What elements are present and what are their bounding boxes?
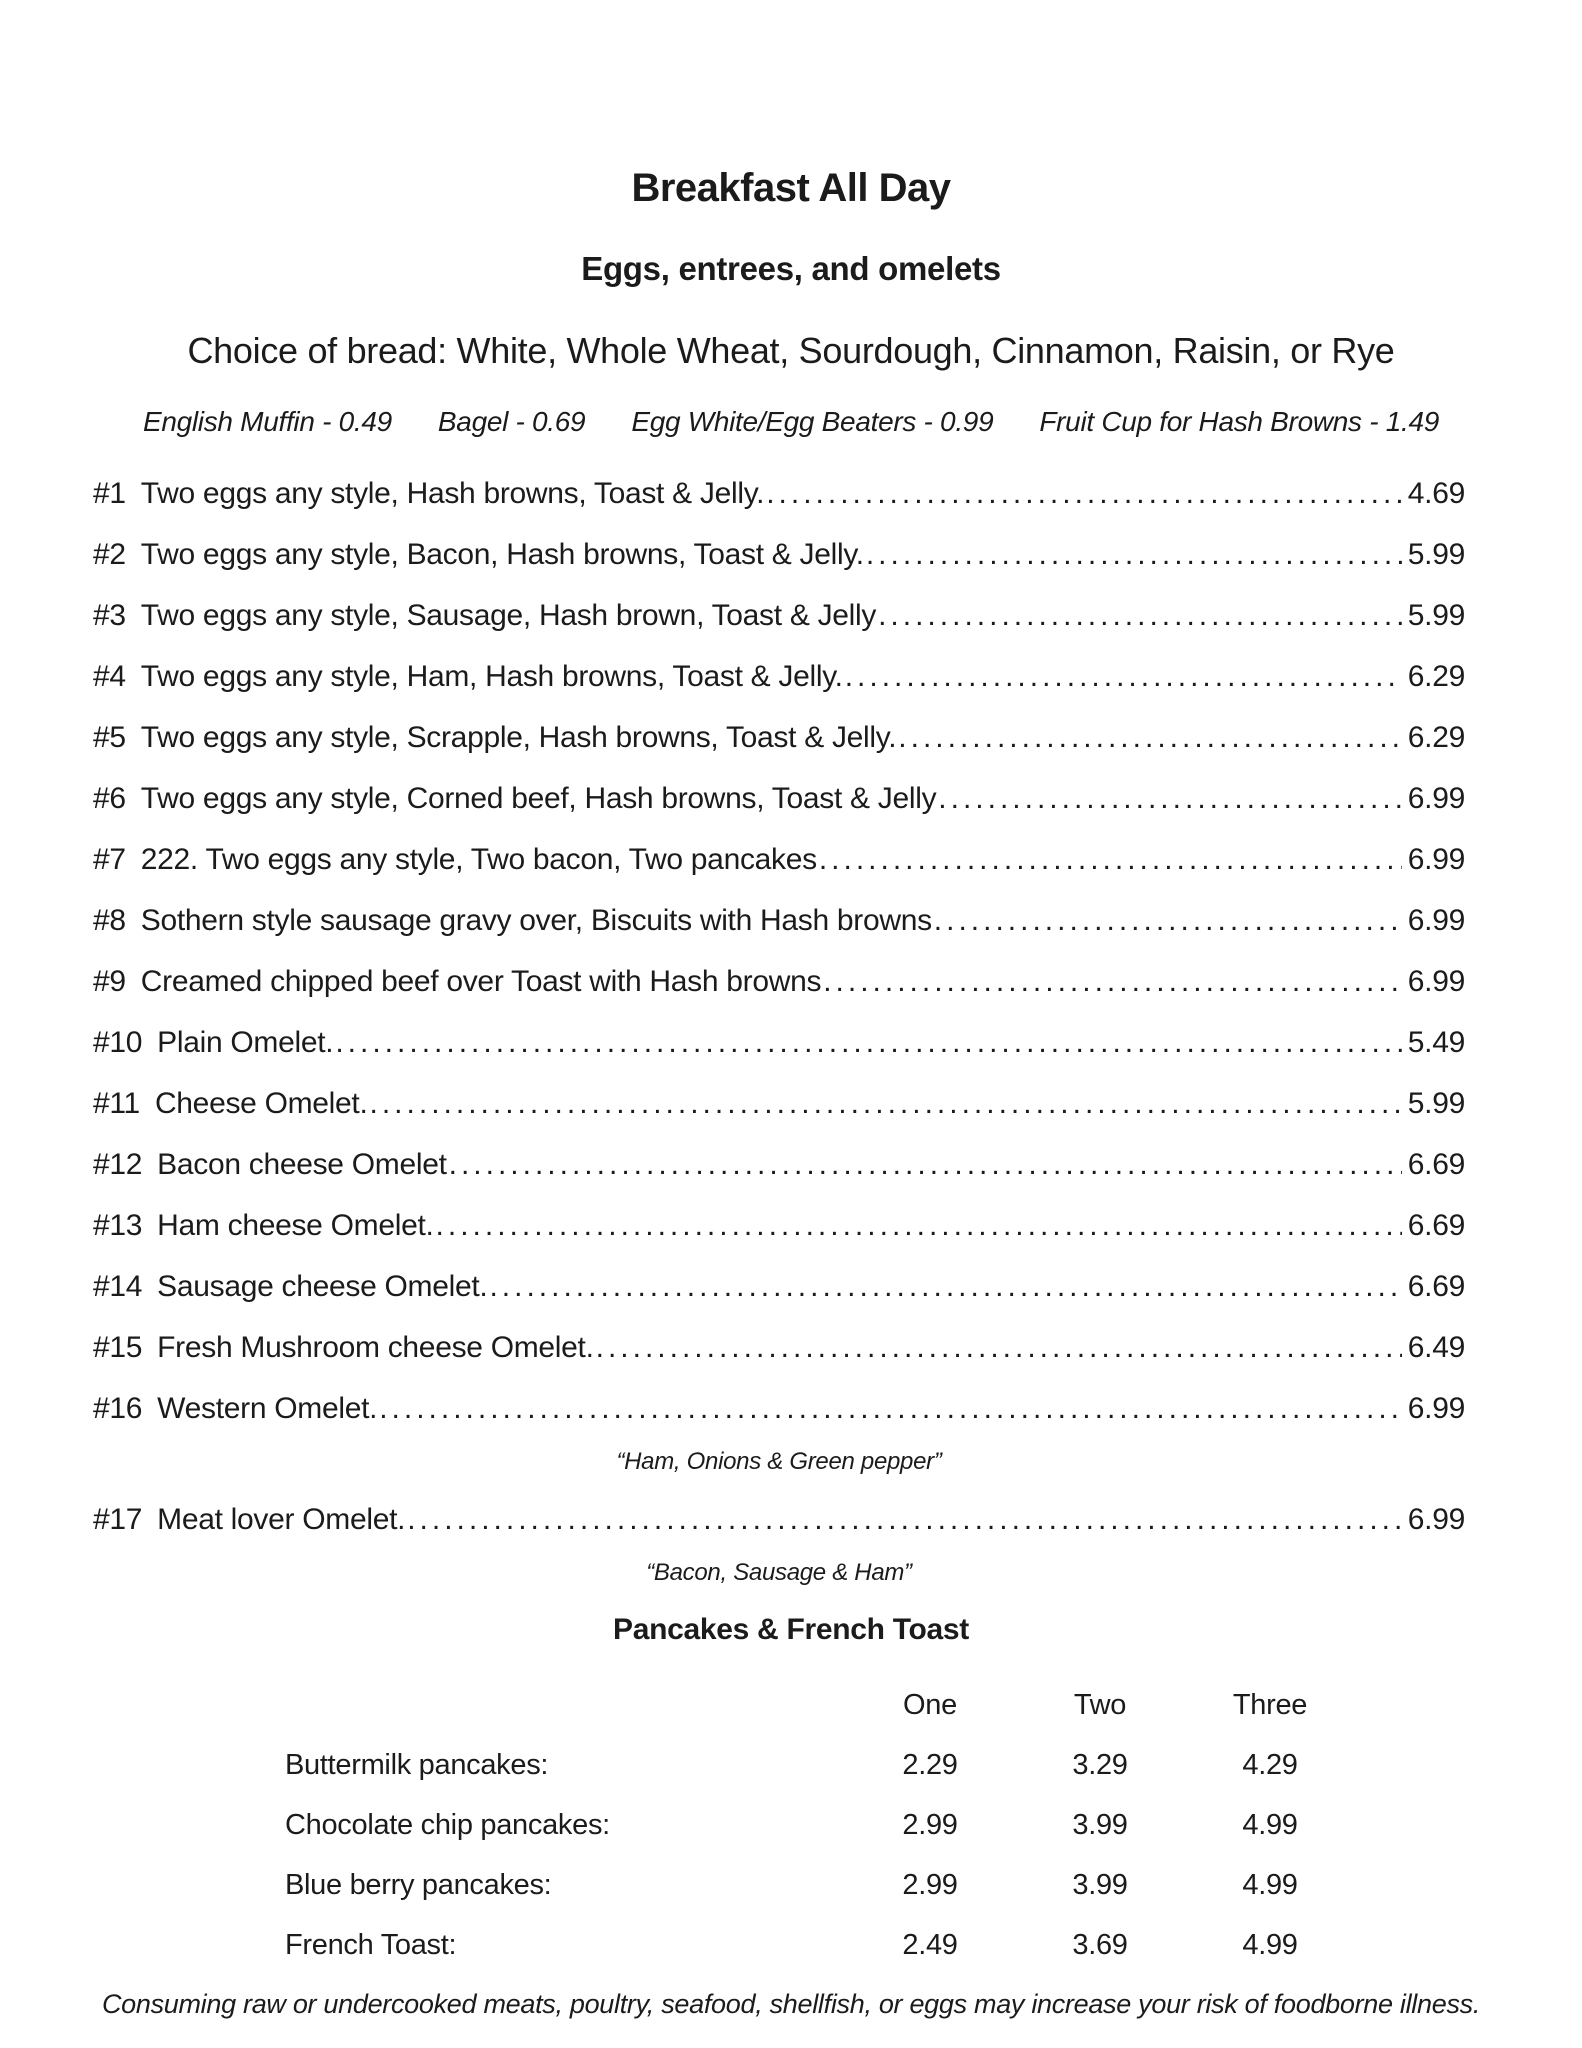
item-price: 6.29 bbox=[1407, 721, 1465, 754]
dot-leader bbox=[845, 659, 1402, 695]
menu-item-row bbox=[93, 1208, 1465, 1244]
bread-choice-line: Choice of bread: White, Whole Wheat, Sourdough, Cinnamon, Raisin, or Rye bbox=[187, 330, 1395, 371]
menu-item-block bbox=[93, 1330, 1465, 1366]
dot-leader bbox=[938, 781, 1402, 817]
pancakes-section-heading: Pancakes & French Toast bbox=[612, 1613, 969, 1646]
item-price: 6.99 bbox=[1407, 1503, 1465, 1536]
menu-item-row bbox=[93, 903, 1465, 939]
item-price: 6.99 bbox=[1407, 1392, 1465, 1425]
section-subtitle: Eggs, entrees, and omelets bbox=[581, 250, 1001, 287]
item-number: #1 bbox=[93, 477, 126, 510]
menu-item-block bbox=[93, 842, 1465, 878]
menu-item-row bbox=[93, 1391, 1465, 1427]
item-number: #15 bbox=[93, 1331, 143, 1364]
dot-leader bbox=[489, 1269, 1401, 1305]
item-name: Western Omelet. bbox=[157, 1392, 378, 1425]
pancake-item-label: Buttermilk pancakes: bbox=[285, 1748, 549, 1781]
menu-item-row bbox=[93, 537, 1465, 573]
pancake-row bbox=[285, 1915, 1582, 1975]
menu-item-row bbox=[93, 1269, 1465, 1305]
item-number: #16 bbox=[93, 1392, 143, 1425]
menu-item-row bbox=[93, 476, 1465, 512]
item-price: 6.99 bbox=[1407, 965, 1465, 998]
menu-item-row bbox=[93, 598, 1465, 634]
item-name: Fresh Mushroom cheese Omelet. bbox=[157, 1331, 594, 1364]
pancake-price: 3.29 bbox=[1072, 1748, 1128, 1781]
menu-item-block bbox=[93, 1391, 1465, 1477]
dot-leader bbox=[934, 903, 1402, 939]
menu-item-row bbox=[93, 1086, 1465, 1122]
menu-item-block bbox=[93, 1502, 1465, 1588]
item-name: Plain Omelet. bbox=[157, 1026, 334, 1059]
extra-item: Bagel - 0.69 bbox=[437, 406, 586, 437]
menu-items bbox=[93, 476, 1465, 1588]
item-name: Bacon cheese Omelet bbox=[157, 1148, 447, 1181]
menu-item-block bbox=[93, 1025, 1465, 1061]
menu-item-row bbox=[93, 1147, 1465, 1183]
column-header: One bbox=[903, 1688, 957, 1721]
item-note: “Ham, Onions & Green pepper” bbox=[616, 1448, 942, 1475]
pancake-item-label: Chocolate chip pancakes: bbox=[285, 1808, 610, 1841]
dot-leader bbox=[898, 720, 1402, 756]
dot-leader bbox=[823, 964, 1402, 1000]
menu-item-row bbox=[93, 1502, 1465, 1538]
item-price: 6.69 bbox=[1407, 1209, 1465, 1242]
dot-leader bbox=[335, 1025, 1401, 1061]
pancake-price: 4.29 bbox=[1242, 1748, 1298, 1781]
pancake-price: 3.99 bbox=[1072, 1808, 1128, 1841]
pancake-price: 2.49 bbox=[902, 1928, 958, 1961]
pancake-item-label: French Toast: bbox=[285, 1928, 457, 1961]
item-number: #11 bbox=[93, 1087, 140, 1120]
footer-disclaimer: Consuming raw or undercooked meats, poultry, seafood, shellfish, or eggs may increase your risk of foodborne illness. bbox=[101, 1989, 1481, 2019]
pancake-price: 4.99 bbox=[1242, 1928, 1298, 1961]
item-number: #6 bbox=[93, 782, 126, 815]
extra-item: Egg White/Egg Beaters - 0.99 bbox=[631, 406, 994, 437]
pancake-price: 2.99 bbox=[902, 1868, 958, 1901]
menu-item-block bbox=[93, 659, 1465, 695]
pancake-price: 4.99 bbox=[1242, 1808, 1298, 1841]
item-price: 5.99 bbox=[1407, 599, 1465, 632]
menu-item-row bbox=[93, 1025, 1465, 1061]
pancake-price: 2.29 bbox=[902, 1748, 958, 1781]
item-number: #10 bbox=[93, 1026, 143, 1059]
item-name: Two eggs any style, Corned beef, Hash browns, Toast & Jelly bbox=[140, 782, 937, 815]
dot-leader bbox=[819, 842, 1402, 878]
extra-item: English Muffin - 0.49 bbox=[142, 406, 392, 437]
extras-line bbox=[0, 406, 1582, 438]
dot-leader bbox=[878, 598, 1402, 634]
menu-item-block bbox=[93, 1208, 1465, 1244]
pancakes-table bbox=[285, 1675, 1582, 1975]
menu-header bbox=[0, 0, 1582, 438]
item-number: #17 bbox=[93, 1503, 143, 1536]
item-name: Sothern style sausage gravy over, Biscuits with Hash browns bbox=[140, 904, 932, 937]
item-price: 4.69 bbox=[1407, 477, 1465, 510]
menu-item-block bbox=[93, 1086, 1465, 1122]
pancake-row bbox=[285, 1855, 1582, 1915]
dot-leader bbox=[436, 1208, 1402, 1244]
item-number: #12 bbox=[93, 1148, 143, 1181]
item-note: “Bacon, Sausage & Ham” bbox=[646, 1559, 912, 1586]
item-number: #14 bbox=[93, 1270, 143, 1303]
pancakes-header-row bbox=[285, 1675, 1582, 1735]
pancake-price: 3.99 bbox=[1072, 1868, 1128, 1901]
pancake-price: 4.99 bbox=[1242, 1868, 1298, 1901]
dot-leader bbox=[407, 1502, 1402, 1538]
item-price: 5.49 bbox=[1407, 1026, 1465, 1059]
item-name: Two eggs any style, Sausage, Hash brown, Toast & Jelly bbox=[140, 599, 877, 632]
item-number: #9 bbox=[93, 965, 126, 998]
pancake-row bbox=[285, 1735, 1582, 1795]
column-header: Two bbox=[1073, 1688, 1127, 1721]
menu-item-block bbox=[93, 1147, 1465, 1183]
item-name: Ham cheese Omelet. bbox=[157, 1209, 434, 1242]
item-number: #4 bbox=[93, 660, 126, 693]
item-number: #5 bbox=[93, 721, 126, 754]
dot-leader bbox=[379, 1391, 1402, 1427]
item-name: Meat lover Omelet. bbox=[157, 1503, 406, 1536]
item-name: 222. Two eggs any style, Two bacon, Two pancakes bbox=[140, 843, 817, 876]
item-name: Sausage cheese Omelet. bbox=[157, 1270, 488, 1303]
item-name: Two eggs any style, Scrapple, Hash browns, Toast & Jelly. bbox=[140, 721, 897, 754]
item-number: #2 bbox=[93, 538, 126, 571]
menu-item-row bbox=[93, 1330, 1465, 1366]
pancakes-table-body bbox=[285, 1735, 1582, 1975]
item-number: #7 bbox=[93, 843, 126, 876]
item-name: Cheese Omelet. bbox=[154, 1087, 368, 1120]
dot-leader bbox=[449, 1147, 1402, 1183]
column-header: Three bbox=[1232, 1688, 1308, 1721]
menu-item-block bbox=[93, 964, 1465, 1000]
menu-item-row bbox=[93, 659, 1465, 695]
menu-item-block bbox=[93, 598, 1465, 634]
item-name: Creamed chipped beef over Toast with Hash browns bbox=[140, 965, 822, 998]
menu-item-row bbox=[93, 842, 1465, 878]
item-price: 6.99 bbox=[1407, 782, 1465, 815]
item-price: 6.29 bbox=[1407, 660, 1465, 693]
item-number: #13 bbox=[93, 1209, 143, 1242]
menu-item-row bbox=[93, 964, 1465, 1000]
menu-item-block bbox=[93, 476, 1465, 512]
item-price: 5.99 bbox=[1407, 1087, 1465, 1120]
dot-leader bbox=[766, 476, 1402, 512]
item-name: Two eggs any style, Hash browns, Toast & Jelly. bbox=[140, 477, 765, 510]
item-price: 6.99 bbox=[1407, 843, 1465, 876]
item-price: 5.99 bbox=[1407, 538, 1465, 571]
item-price: 6.99 bbox=[1407, 904, 1465, 937]
item-price: 6.69 bbox=[1407, 1270, 1465, 1303]
item-price: 6.49 bbox=[1407, 1331, 1465, 1364]
menu-item-block bbox=[93, 720, 1465, 756]
menu-item-row bbox=[93, 720, 1465, 756]
pancake-price: 3.69 bbox=[1072, 1928, 1128, 1961]
item-number: #8 bbox=[93, 904, 126, 937]
menu-item-row bbox=[93, 781, 1465, 817]
pancake-item-label: Blue berry pancakes: bbox=[285, 1868, 552, 1901]
item-name: Two eggs any style, Bacon, Hash browns, Toast & Jelly. bbox=[140, 538, 864, 571]
extra-item: Fruit Cup for Hash Browns - 1.49 bbox=[1039, 406, 1440, 437]
item-number: #3 bbox=[93, 599, 126, 632]
pancake-price: 2.99 bbox=[902, 1808, 958, 1841]
item-name: Two eggs any style, Ham, Hash browns, Toast & Jelly. bbox=[140, 660, 843, 693]
dot-leader bbox=[866, 537, 1402, 573]
page-title: Breakfast All Day bbox=[631, 166, 951, 210]
menu-item-block bbox=[93, 781, 1465, 817]
dot-leader bbox=[370, 1086, 1402, 1122]
pancake-row bbox=[285, 1795, 1582, 1855]
item-price: 6.69 bbox=[1407, 1148, 1465, 1181]
menu-item-block bbox=[93, 537, 1465, 573]
dot-leader bbox=[596, 1330, 1402, 1366]
menu-item-block bbox=[93, 903, 1465, 939]
menu-item-block bbox=[93, 1269, 1465, 1305]
